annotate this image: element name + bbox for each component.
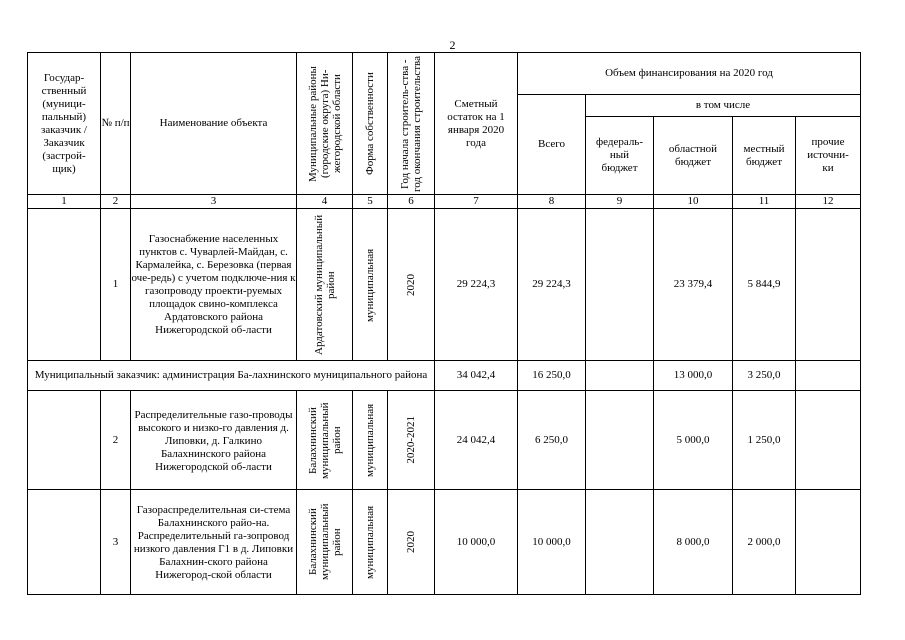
customer-cell [28, 490, 101, 595]
header-local: местный бюджет [733, 117, 796, 195]
other [796, 490, 861, 595]
header-ownership-cell [353, 53, 388, 195]
column-number: 4 [297, 195, 353, 209]
column-number: 1 [28, 195, 101, 209]
group-remainder: 34 042,4 [435, 361, 518, 391]
local: 5 844,9 [733, 209, 796, 361]
header-other: прочие источни-ки [796, 117, 861, 195]
other [796, 209, 861, 361]
table-row-3 [28, 490, 861, 595]
header-years-cell [388, 53, 435, 195]
customer-cell [28, 209, 101, 361]
local: 1 250,0 [733, 391, 796, 490]
district-cell [297, 391, 353, 490]
column-number: 3 [131, 195, 297, 209]
total: 6 250,0 [518, 391, 586, 490]
column-number: 10 [654, 195, 733, 209]
years: 2020-2021 [405, 416, 417, 464]
group-label: Муниципальный заказчик: администрация Ба-лахнинского муниципального района [28, 361, 435, 391]
remainder: 24 042,4 [435, 391, 518, 490]
column-number: 5 [353, 195, 388, 209]
ownership: муниципальная [364, 247, 376, 322]
federal [586, 209, 654, 361]
group-other [796, 361, 861, 391]
district: Ардатовский муниципальный район [312, 214, 337, 355]
financing-table [27, 52, 861, 595]
table-row-2 [28, 391, 861, 490]
remainder: 10 000,0 [435, 490, 518, 595]
ownership: муниципальная [364, 403, 376, 477]
remainder: 29 224,3 [435, 209, 518, 361]
header-row-1 [28, 53, 861, 95]
column-number: 9 [586, 195, 654, 209]
ownership-cell [353, 209, 388, 361]
ownership: муниципальная [364, 505, 376, 579]
total: 29 224,3 [518, 209, 586, 361]
district: Балахнинский муниципальный район [306, 401, 343, 479]
page-number: 2 [449, 38, 456, 52]
column-number: 8 [518, 195, 586, 209]
group-local: 3 250,0 [733, 361, 796, 391]
customer-cell [28, 391, 101, 490]
regional: 23 379,4 [654, 209, 733, 361]
column-number: 11 [733, 195, 796, 209]
header-estimate-remainder: Сметный остаток на 1 января 2020 года [435, 53, 518, 195]
header-district-cell [297, 53, 353, 195]
object-name: Газоснабжение населенных пунктов с. Чуварлей-Майдан, с. Кармалейка, с. Березовка (первая оче-редь) с учетом подключе-ния к газопроводу проекти-руемых площадок свино-комплекса Ардатовского района Нижегородской об-ласти [131, 209, 297, 361]
header-object-name: Наименование объекта [131, 53, 297, 195]
column-numbers-row [28, 195, 861, 209]
column-number: 12 [796, 195, 861, 209]
header-total: Всего [518, 95, 586, 195]
years-cell [388, 490, 435, 595]
header-including: в том числе [586, 95, 861, 117]
header-regional: областной бюджет [654, 117, 733, 195]
ownership-cell [353, 391, 388, 490]
local: 2 000,0 [733, 490, 796, 595]
header-years: Год начала строитель-ства - год окончания строительства [399, 55, 423, 192]
column-number: 2 [101, 195, 131, 209]
header-financing: Объем финансирования на 2020 год [518, 53, 861, 95]
district: Балахнинский муниципальный район [306, 503, 343, 581]
years: 2020 [405, 273, 417, 296]
column-number: 6 [388, 195, 435, 209]
regional: 5 000,0 [654, 391, 733, 490]
federal [586, 490, 654, 595]
column-number: 7 [435, 195, 518, 209]
group-row [28, 361, 861, 391]
table-row-1 [28, 209, 861, 361]
header-customer: Государ-ственный (муници-пальный) заказчик / Заказчик (застрой-щик) [28, 53, 101, 195]
header-number: № п/п [101, 53, 131, 195]
header-district: Муниципальные районы (городские округа) Ни-жегородской области [306, 65, 343, 182]
object-name: Газораспределительная си-стема Балахнинского райо-на. Распределительный га-зопровод низкого давления Г1 в д. Липовки Балахнин-ского района Нижегород-ской области [131, 490, 297, 595]
years-cell [388, 209, 435, 361]
header-ownership: Форма собственности [364, 72, 376, 175]
group-total: 16 250,0 [518, 361, 586, 391]
district-cell [297, 209, 353, 361]
years-cell [388, 391, 435, 490]
row-number: 2 [101, 391, 131, 490]
group-regional: 13 000,0 [654, 361, 733, 391]
total: 10 000,0 [518, 490, 586, 595]
federal [586, 391, 654, 490]
regional: 8 000,0 [654, 490, 733, 595]
ownership-cell [353, 490, 388, 595]
other [796, 391, 861, 490]
row-number: 3 [101, 490, 131, 595]
years: 2020 [405, 531, 417, 553]
header-federal: федераль-ный бюджет [586, 117, 654, 195]
object-name: Распределительные газо-проводы высокого и низко-го давления д. Липовки, д. Галкино Балахнинского района Нижегородской об-ласти [131, 391, 297, 490]
group-federal [586, 361, 654, 391]
row-number: 1 [101, 209, 131, 361]
district-cell [297, 490, 353, 595]
